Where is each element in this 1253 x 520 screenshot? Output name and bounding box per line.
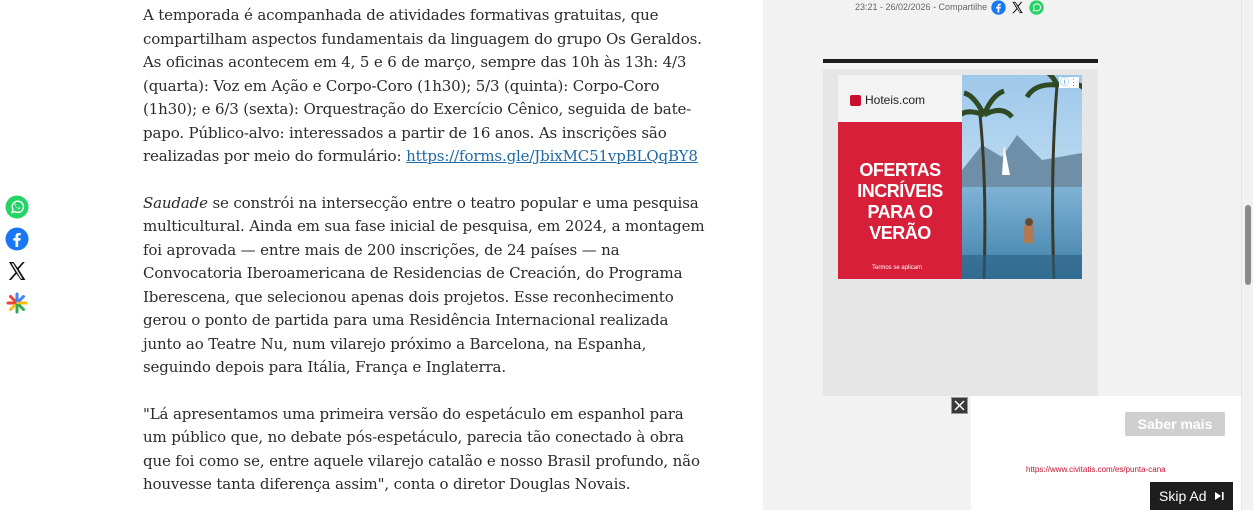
close-ad-button[interactable] [951,397,968,414]
ad-red-panel [838,75,962,279]
skip-ad-button[interactable] [1150,482,1233,510]
form-link[interactable]: https://forms.gle/JbixMC51vpBLQqBY8 [406,147,698,165]
skip-next-icon [1213,490,1225,502]
whatsapp-icon[interactable] [5,195,29,219]
article-paragraph [143,192,705,380]
ad-brand [850,93,925,107]
whatsapp-icon[interactable] [1029,0,1044,15]
scrollbar-thumb[interactable] [1245,205,1251,285]
paragraph-text: se constrói na intersecção entre o teatro popular e uma pesquisa multicultural. Ainda em sua fase inicial de pesquisa, em 2024, a montagem foi aprovada — entre mais de 200 inscrições, de 24 países — na Convocatoria Iberoamericana de Residencias de Creación, do Programa Iberescena, que selecionou apenas dois projetos. Esse reconhecimento gerou o ponto de partida para uma Residência Internacional realizada junto ao Teatre Nu, num vilarejo próximo a Barcelona, na Espanha, seguindo depois para Itália, França e Inglaterra. [143,193,705,376]
brand-name: Hoteis.com [865,93,926,107]
article-paragraph [143,403,705,497]
paragraph-text: "Lá apresentamos uma primeira versão do espetáculo em espanhol para um público que, no debate pós-espetáculo, parecia tão conectado à obra que foi como se, entre aquele vilarejo catalão e nosso Brasil profundo, não houvesse tanta diferença assim", conta o diretor Douglas Novais. [143,404,700,493]
share-rail [5,195,31,323]
x-icon[interactable] [5,259,29,283]
ad-url[interactable]: https://www.civitatis.com/es/punta-cana [1026,465,1166,474]
article-meta [855,0,1044,16]
adchoices-icon[interactable]: ⓘ⋮ [1059,77,1078,87]
hoteis-logo-icon [850,95,861,106]
google-news-icon[interactable] [5,291,29,315]
show-title: Saudade [143,193,208,212]
close-icon [952,398,967,413]
skip-ad-label: Skip Ad [1159,488,1207,504]
ad-fine-print: Termos se aplicam [872,265,923,271]
article-body [143,4,705,520]
ad-banner[interactable] [838,75,1082,279]
section-divider [823,59,1098,63]
meta-text: 23:21 - 26/02/2026 - Compartilhe [855,2,988,12]
resort-photo [962,75,1082,279]
facebook-icon[interactable] [991,0,1006,15]
learn-more-button[interactable]: Saber mais [1125,412,1225,436]
facebook-icon[interactable] [5,227,29,251]
article-paragraph [143,4,705,169]
x-icon[interactable] [1010,0,1025,15]
paragraph-text: A temporada é acompanhada de atividades formativas gratuitas, que compartilham aspectos fundamentais da linguagem do grupo Os Geraldos. As oficinas acontecem em 4, 5 e 6 de março, sempre das 10h às 13h: 4/3 (quarta): Voz em Ação e Corpo-Coro (1h30); 5/3 (quinta): Corpo-Coro (1h30); e 6/3 (sexta): Orquestração do Exercício Cênico, seguida de bate-papo. Público-alvo: interessados a partir de 16 anos. As inscrições são realizadas por meio do formulário: [143,6,702,165]
ad-headline: OFERTAS INCRÍVEIS PARA O VERÃO [857,160,943,243]
page-scrollbar[interactable] [1241,0,1253,510]
